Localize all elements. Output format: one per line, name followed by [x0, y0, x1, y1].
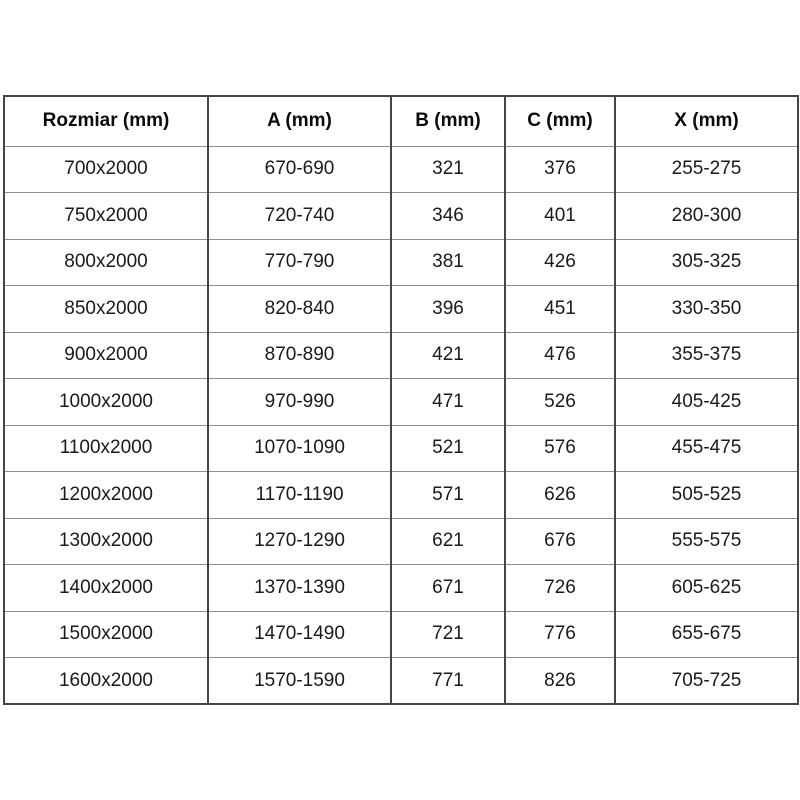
table-row — [4, 518, 798, 565]
table-cell: 1000x2000 — [4, 379, 208, 426]
table-cell: 455-475 — [615, 425, 798, 472]
column-header-rozmiar: Rozmiar (mm) — [4, 96, 208, 146]
table-cell: 670-690 — [208, 146, 391, 193]
table-cell: 700x2000 — [4, 146, 208, 193]
table-cell: 1570-1590 — [208, 658, 391, 705]
table-cell: 396 — [391, 286, 505, 333]
dimension-table-container — [3, 95, 797, 705]
table-row — [4, 332, 798, 379]
table-cell: 870-890 — [208, 332, 391, 379]
table-cell: 1170-1190 — [208, 472, 391, 519]
table-cell: 1400x2000 — [4, 565, 208, 612]
table-cell: 1470-1490 — [208, 611, 391, 658]
table-cell: 1070-1090 — [208, 425, 391, 472]
table-cell: 576 — [505, 425, 615, 472]
table-row — [4, 239, 798, 286]
table-cell: 280-300 — [615, 193, 798, 240]
table-cell: 676 — [505, 518, 615, 565]
table-cell: 476 — [505, 332, 615, 379]
table-cell: 330-350 — [615, 286, 798, 333]
table-row — [4, 286, 798, 333]
header-row — [4, 96, 798, 146]
table-row — [4, 193, 798, 240]
table-cell: 726 — [505, 565, 615, 612]
table-body — [4, 146, 798, 704]
table-cell: 401 — [505, 193, 615, 240]
table-cell: 750x2000 — [4, 193, 208, 240]
table-cell: 776 — [505, 611, 615, 658]
table-cell: 376 — [505, 146, 615, 193]
table-row — [4, 565, 798, 612]
table-cell: 671 — [391, 565, 505, 612]
table-cell: 321 — [391, 146, 505, 193]
column-header-b: B (mm) — [391, 96, 505, 146]
table-row — [4, 611, 798, 658]
table-cell: 1270-1290 — [208, 518, 391, 565]
table-cell: 605-625 — [615, 565, 798, 612]
table-cell: 505-525 — [615, 472, 798, 519]
table-cell: 405-425 — [615, 379, 798, 426]
table-cell: 820-840 — [208, 286, 391, 333]
table-cell: 526 — [505, 379, 615, 426]
table-cell: 721 — [391, 611, 505, 658]
table-cell: 1300x2000 — [4, 518, 208, 565]
column-header-c: C (mm) — [505, 96, 615, 146]
table-cell: 346 — [391, 193, 505, 240]
table-row — [4, 472, 798, 519]
table-row — [4, 658, 798, 705]
table-cell: 705-725 — [615, 658, 798, 705]
table-cell: 555-575 — [615, 518, 798, 565]
table-cell: 355-375 — [615, 332, 798, 379]
dimension-spec-table — [3, 95, 799, 705]
table-cell: 770-790 — [208, 239, 391, 286]
table-cell: 800x2000 — [4, 239, 208, 286]
column-header-x: X (mm) — [615, 96, 798, 146]
table-cell: 626 — [505, 472, 615, 519]
table-cell: 621 — [391, 518, 505, 565]
table-cell: 421 — [391, 332, 505, 379]
table-cell: 381 — [391, 239, 505, 286]
table-cell: 771 — [391, 658, 505, 705]
table-cell: 571 — [391, 472, 505, 519]
table-row — [4, 425, 798, 472]
table-cell: 1600x2000 — [4, 658, 208, 705]
table-cell: 1100x2000 — [4, 425, 208, 472]
table-cell: 471 — [391, 379, 505, 426]
table-cell: 1200x2000 — [4, 472, 208, 519]
table-cell: 255-275 — [615, 146, 798, 193]
table-row — [4, 379, 798, 426]
table-cell: 720-740 — [208, 193, 391, 240]
table-cell: 1370-1390 — [208, 565, 391, 612]
table-row — [4, 146, 798, 193]
table-cell: 655-675 — [615, 611, 798, 658]
table-cell: 451 — [505, 286, 615, 333]
table-cell: 426 — [505, 239, 615, 286]
table-cell: 521 — [391, 425, 505, 472]
table-cell: 1500x2000 — [4, 611, 208, 658]
table-cell: 826 — [505, 658, 615, 705]
table-cell: 850x2000 — [4, 286, 208, 333]
table-cell: 970-990 — [208, 379, 391, 426]
table-cell: 305-325 — [615, 239, 798, 286]
table-cell: 900x2000 — [4, 332, 208, 379]
column-header-a: A (mm) — [208, 96, 391, 146]
